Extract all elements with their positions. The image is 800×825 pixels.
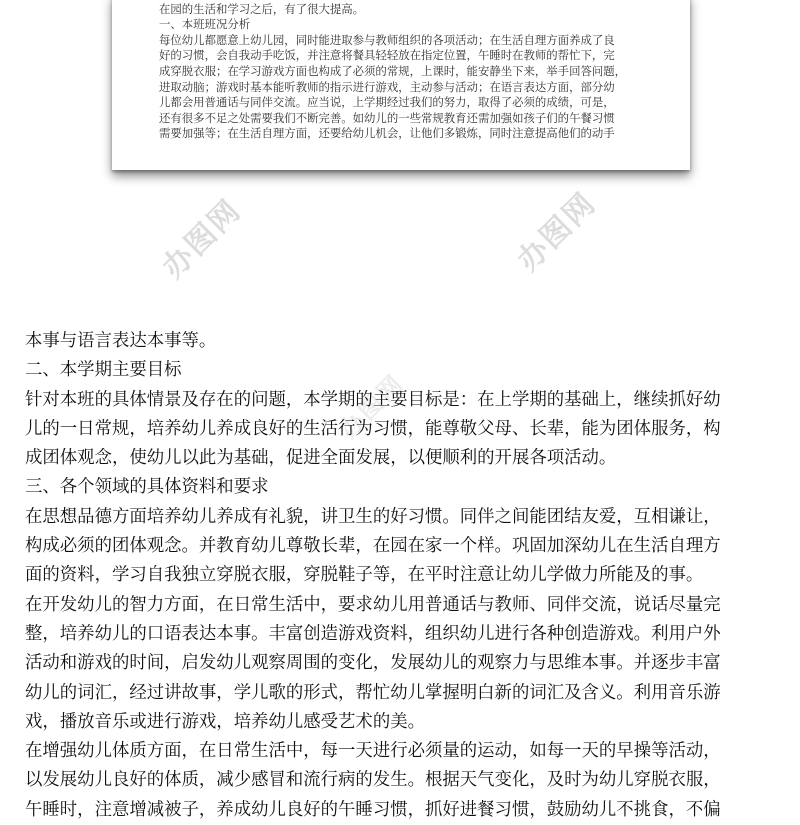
preview-line: 进取动脑；游戏时基本能听教师的指示进行游戏，主动参与活动；在语言表达方面，部分幼 — [159, 79, 615, 94]
document-line: 构成必须的团体观念。并教育幼儿尊敬长辈，在园在家一个样。巩固加深幼儿在生活自理方 — [25, 536, 721, 557]
document-line: 本事与语言表达本事等。 — [25, 331, 217, 351]
document-line: 在增强幼儿体质方面，在日常生活中，每一天进行必须量的运动，如每一天的早操等活动， — [25, 741, 721, 762]
watermark: 办图网 — [510, 185, 604, 279]
section-heading: 二、本学期主要目标 — [25, 360, 182, 381]
document-line: 在思想品德方面培养幼儿养成有礼貌，讲卫生的好习惯。同伴之间能团结友爱，互相谦让， — [25, 506, 721, 527]
section-heading: 三、各个领域的具体资料和要求 — [25, 477, 269, 498]
preview-line: 成穿脱衣服；在学习游戏方面也构成了必须的常规，上课时，能安静坐下来，举手回答问题， — [159, 63, 627, 78]
document-line: 成团体观念，使幼儿以此为基础，促进全面发展，以便顺利的开展各项活动。 — [25, 448, 617, 469]
preview-line: 每位幼儿都愿意上幼儿园，同时能进取参与教师组织的各项活动；在生活自理方面养成了良 — [159, 32, 615, 47]
preview-line: 需要加强等；在生活自理方面，还要给幼儿机会，让他们多锻炼，同时注意提高他们的动手 — [159, 126, 615, 141]
preview-text — [159, 0, 675, 142]
preview-line: 儿都会用普通话与同伴交流。应当说，上学期经过我们的努力，取得了必须的成绩，可是， — [159, 95, 615, 110]
document-line: 整，培养幼儿的口语表达本事。丰富创造游戏资料，组织幼儿进行各种创造游戏。利用户外 — [25, 623, 721, 644]
document-body — [25, 327, 785, 825]
preview-line: 还有很多不足之处需要我们不断完善。如幼儿的一些常规教育还需加强如孩子们的午餐习惯 — [159, 110, 615, 125]
document-line: 戏，播放音乐或进行游戏，培养幼儿感受艺术的美。 — [25, 711, 425, 732]
watermark: 办图网 — [334, 369, 410, 445]
document-line: 儿的一日常规，培养幼儿养成良好的生活行为习惯，能尊敬父母、长辈，能为团体服务，构 — [25, 418, 721, 439]
watermark: 办图网 — [155, 192, 249, 286]
document-line: 针对本班的具体情景及存在的问题，本学期的主要目标是：在上学期的基础上，继续抓好幼 — [25, 389, 721, 410]
document-line: 面的资料，学习自我独立穿脱衣服，穿脱鞋子等，在平时注意让幼儿学做力所能及的事。 — [25, 565, 704, 586]
document-line: 午睡时，注意增减被子，养成幼儿良好的午睡习惯，抓好进餐习惯，鼓励幼儿不挑食，不偏 — [25, 799, 721, 820]
document-line: 活动和游戏的时间，启发幼儿观察周围的变化，发展幼儿的观察力与思维本事。并逐步丰富 — [25, 653, 721, 674]
preview-line: 在园的生活和学习之后，有了很大提高。 — [159, 1, 365, 16]
document-line: 在开发幼儿的智力方面，在日常生活中，要求幼儿用普通话与教师、同伴交流，说话尽量完 — [25, 594, 721, 615]
preview-line: 一、本班班况分析 — [159, 17, 251, 32]
document-preview-card — [112, 0, 690, 170]
document-line: 幼儿的词汇，经过讲故事，学儿歌的形式，帮忙幼儿掌握明白新的词汇及含义。利用音乐游 — [25, 682, 721, 703]
document-line: 以发展幼儿良好的体质，减少感冒和流行病的发生。根据天气变化，及时为幼儿穿脱衣服， — [25, 770, 721, 791]
preview-line: 好的习惯，会自我动手吃饭，并注意将餐具轻轻放在指定位置，午睡时在教师的帮忙下，完 — [159, 48, 615, 63]
